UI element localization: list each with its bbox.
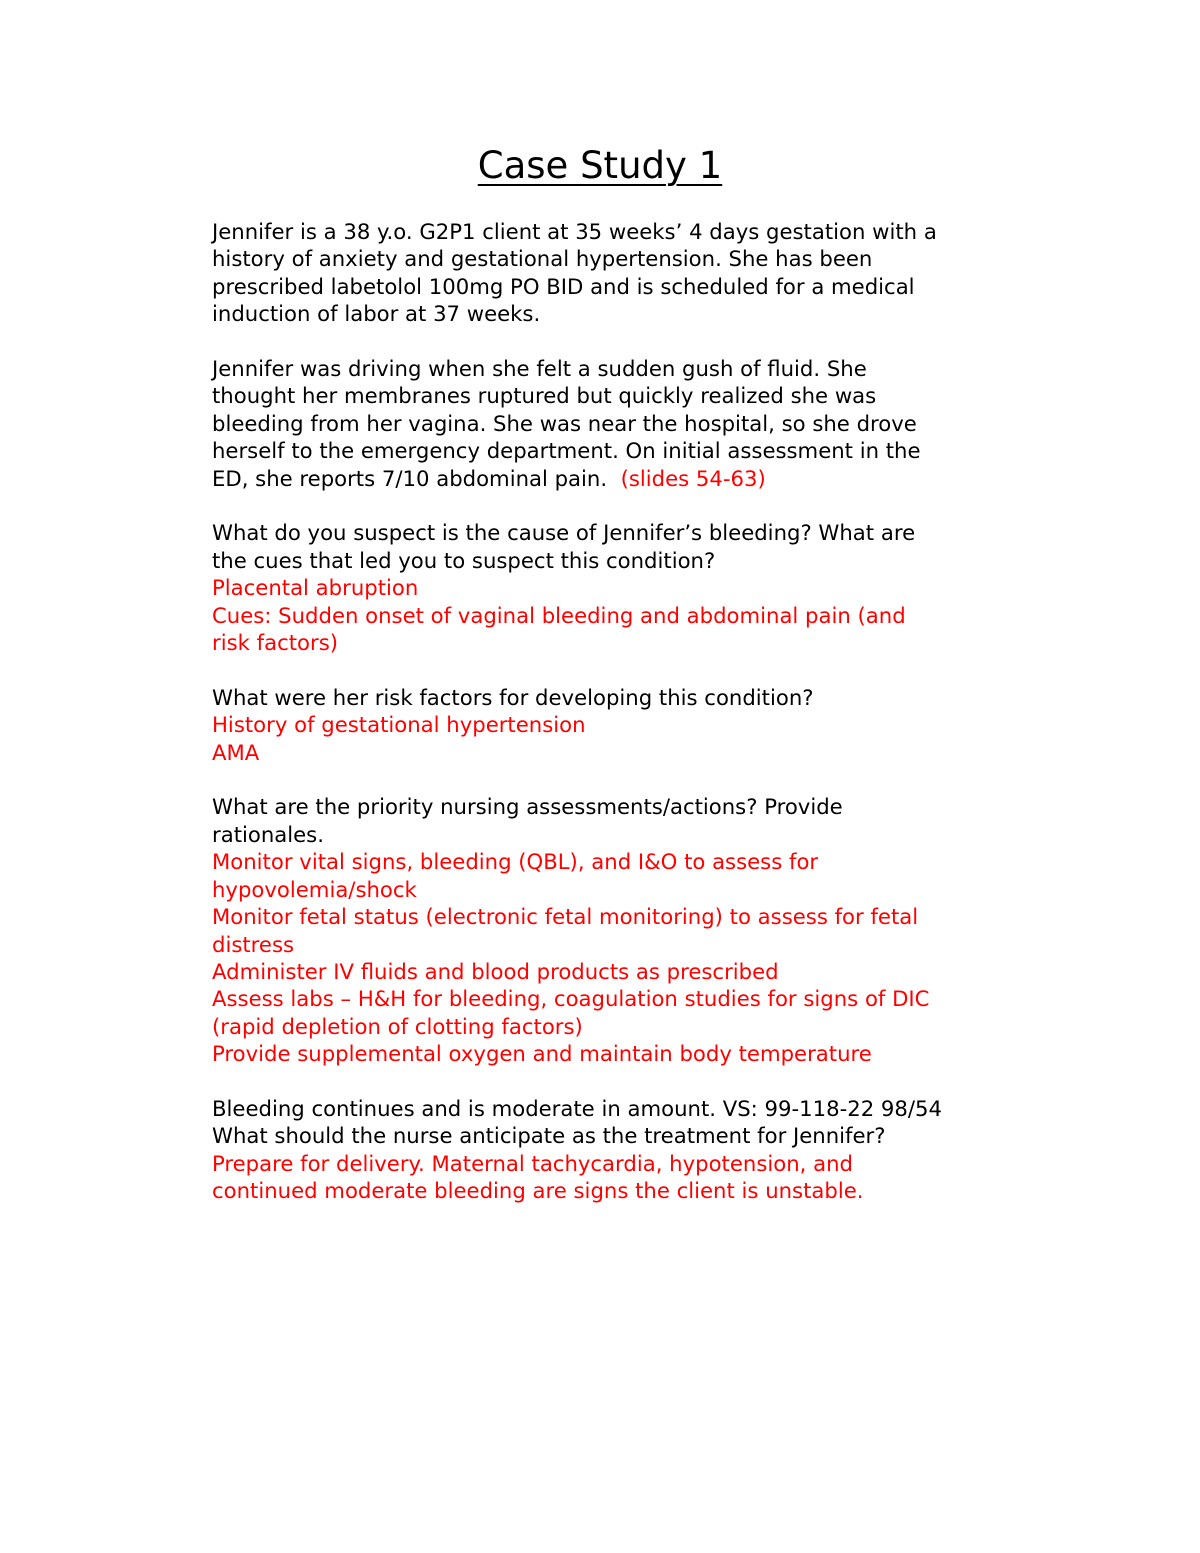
document-title: Case Study 1 <box>477 144 723 187</box>
scenario-line: thought her membranes ruptured but quickly realized she was <box>212 383 877 409</box>
answer-1-line: Placental abruption <box>212 575 419 601</box>
scenario-line: Jennifer was driving when she felt a sudden gush of fluid. She <box>212 356 867 382</box>
slides-reference: (slides 54-63) <box>620 465 766 491</box>
paragraph-gap <box>212 656 1042 683</box>
paragraph-gap <box>212 492 1042 519</box>
answer-3-line: (rapid depletion of clotting factors) <box>212 1013 583 1039</box>
answer-3-line: Administer IV fluids and blood products as prescribed <box>212 958 779 984</box>
paragraph-gap <box>212 766 1042 793</box>
intro-line: induction of labor at 37 weeks. <box>212 301 541 327</box>
scenario-line <box>212 465 1042 492</box>
question-1-line: What do you suspect is the cause of Jennifer’s bleeding? What are <box>212 520 916 546</box>
question-1-line: the cues that led you to suspect this condition? <box>212 547 716 573</box>
answer-2-line: AMA <box>212 739 260 765</box>
question-3-line: rationales. <box>212 821 324 847</box>
answer-4-line: continued moderate bleeding are signs the client is unstable. <box>212 1178 864 1204</box>
scenario-line: bleeding from her vagina. She was near the hospital, so she drove <box>212 410 917 436</box>
document-body <box>212 218 1042 1205</box>
question-4-line: What should the nurse anticipate as the treatment for Jennifer? <box>212 1123 886 1149</box>
answer-2-line: History of gestational hypertension <box>212 712 586 738</box>
answer-3-line: Monitor vital signs, bleeding (QBL), and I&O to assess for <box>212 849 819 875</box>
answer-3-line: Monitor fetal status (electronic fetal monitoring) to assess for fetal <box>212 904 919 930</box>
answer-3-line: Provide supplemental oxygen and maintain body temperature <box>212 1041 872 1067</box>
answer-3-line: distress <box>212 931 295 957</box>
intro-line: Jennifer is a 38 y.o. G2P1 client at 35 weeks’ 4 days gestation with a <box>212 219 937 244</box>
answer-3-line: Assess labs – H&H for bleeding, coagulation studies for signs of DIC <box>212 986 930 1012</box>
intro-line: prescribed labetolol 100mg PO BID and is scheduled for a medical <box>212 273 915 299</box>
question-4-line: Bleeding continues and is moderate in amount. VS: 99-118-22 98/54 <box>212 1095 942 1121</box>
answer-4-line: Prepare for delivery. Maternal tachycardia, hypotension, and <box>212 1150 853 1176</box>
scenario-line: herself to the emergency department. On initial assessment in the <box>212 438 921 464</box>
question-2-line: What were her risk factors for developing this condition? <box>212 684 814 710</box>
paragraph-gap <box>212 1068 1042 1095</box>
answer-3-line: hypovolemia/shock <box>212 876 417 902</box>
question-3-line: What are the priority nursing assessments/actions? Provide <box>212 794 843 820</box>
scenario-last-text: ED, she reports 7/10 abdominal pain. <box>212 465 608 491</box>
intro-line: history of anxiety and gestational hypertension. She has been <box>212 246 873 272</box>
paragraph-gap <box>212 328 1042 355</box>
answer-1-line: Cues: Sudden onset of vaginal bleeding and abdominal pain (and <box>212 602 906 628</box>
answer-1-line: risk factors) <box>212 630 339 656</box>
